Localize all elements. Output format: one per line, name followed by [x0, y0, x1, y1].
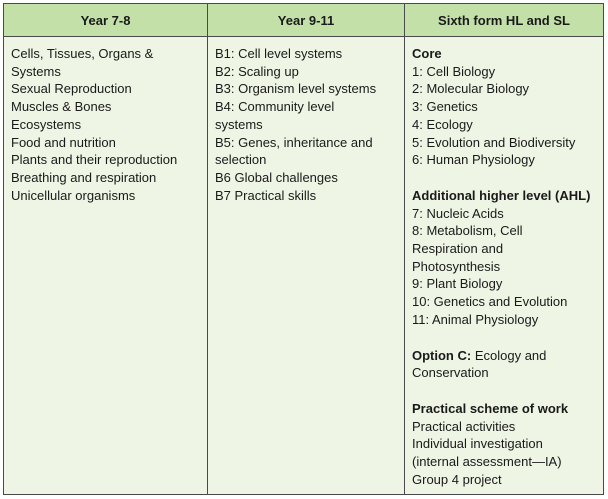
curriculum-table — [3, 3, 604, 495]
list-item: Muscles & Bones — [11, 99, 112, 115]
list-item: 2: Molecular Biology — [412, 81, 530, 97]
list-item: 10: Genetics and Evolution — [412, 294, 568, 310]
list-item: Unicellular organisms — [11, 187, 136, 203]
option-text-line2: Conservation — [412, 365, 489, 381]
list-item: B7 Practical skills — [215, 187, 317, 203]
list-item: 1: Cell Biology — [412, 63, 496, 79]
list-item: (internal assessment—IA) — [412, 454, 562, 470]
column-year-7-8 — [4, 37, 207, 494]
list-item: 4: Ecology — [412, 116, 473, 132]
section-option-c — [412, 347, 597, 365]
list-item: B4: Community level — [215, 99, 335, 115]
list-item: 3: Genetics — [412, 99, 478, 115]
list-item: B3: Organism level systems — [215, 81, 377, 97]
list-item: 5: Evolution and Biodiversity — [412, 134, 576, 150]
list-item: 8: Metabolism, Cell — [412, 223, 523, 239]
header-year-9-11: Year 9-11 — [207, 4, 404, 37]
list-item: Plants and their reproduction — [11, 152, 178, 168]
list-item: Group 4 project — [412, 471, 502, 487]
column-sixth-form — [404, 37, 603, 494]
list-item: Respiration and — [412, 241, 504, 257]
section-title-practical: Practical scheme of work — [412, 400, 569, 416]
column-year-9-11 — [207, 37, 404, 494]
option-text: Ecology and — [474, 347, 547, 363]
section-title-core: Core — [412, 46, 442, 61]
list-item: Photosynthesis — [412, 258, 501, 274]
list-item: 11: Animal Physiology — [412, 311, 539, 327]
list-item: B5: Genes, inheritance and — [215, 134, 373, 150]
list-item: systems — [215, 116, 263, 132]
list-item: Cells, Tissues, Organs & — [11, 46, 154, 61]
list-item: Individual investigation — [412, 436, 543, 452]
header-year-7-8: Year 7-8 — [4, 4, 207, 37]
list-item: Ecosystems — [11, 116, 82, 132]
list-item: B6 Global challenges — [215, 169, 338, 185]
list-item: 7: Nucleic Acids — [412, 205, 504, 221]
list-item: Food and nutrition — [11, 134, 116, 150]
list-item: Practical activities — [412, 418, 516, 434]
list-item: B2: Scaling up — [215, 63, 299, 79]
list-item: Breathing and respiration — [11, 169, 157, 185]
list-item: 9: Plant Biology — [412, 276, 503, 292]
list-item: 6: Human Physiology — [412, 152, 535, 168]
header-sixth-form: Sixth form HL and SL — [404, 4, 603, 37]
section-title-option: Option C: — [412, 347, 472, 363]
list-item: selection — [215, 152, 267, 168]
list-item: Sexual Reproduction — [11, 81, 132, 97]
section-title-ahl: Additional higher level (AHL) — [412, 187, 591, 203]
list-item: Systems — [11, 63, 61, 79]
list-item: B1: Cell level systems — [215, 46, 343, 61]
